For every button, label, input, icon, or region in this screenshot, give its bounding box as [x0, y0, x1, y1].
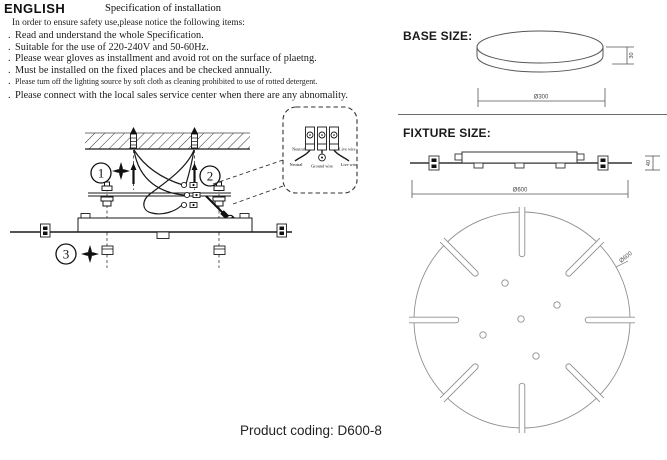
instruction-text: Read and understand the whole Specification.: [15, 30, 204, 41]
wire-label: Neutral: [292, 146, 305, 152]
wiring-callout: [283, 107, 357, 193]
instruction-text: Please connect with the local sales service center when there are any abnomality.: [15, 89, 348, 101]
svg-text:30: 30: [629, 52, 635, 59]
phillips-screw-icon: [112, 162, 130, 180]
slot: [585, 317, 635, 323]
page-title: Specification of installation: [105, 3, 222, 14]
instruction-item: [8, 30, 398, 42]
instruction-item: [8, 53, 398, 65]
language-heading: ENGLISH: [4, 1, 66, 16]
bullet: .: [8, 41, 11, 53]
wire-label: Live wire: [339, 146, 356, 152]
svg-text:40: 40: [646, 159, 652, 167]
wire-label: Ground wire: [311, 163, 333, 169]
dim-fixture-height: [645, 156, 660, 170]
wire-terminals: [181, 182, 200, 207]
svg-text:1: 1: [97, 165, 105, 181]
phillips-screw-icon: [81, 245, 99, 263]
safety-intro: In order to ensure safety use,please notice the following items:: [12, 18, 245, 28]
callout-leader: [213, 160, 283, 184]
step-1-badge: [91, 163, 111, 183]
dim-fixture-diameter: [412, 180, 628, 198]
svg-text:Ø600: Ø600: [512, 187, 528, 194]
bullet: .: [8, 76, 11, 88]
instruction-item: [8, 76, 398, 88]
callout-leader: [233, 186, 283, 204]
slot: [519, 207, 525, 257]
slot: [409, 317, 459, 323]
bullet: .: [8, 89, 11, 101]
svg-text:3: 3: [62, 246, 70, 262]
step-3-badge: [56, 244, 76, 264]
wire-label: Live wire: [340, 162, 358, 167]
fixture-base-plate: [10, 214, 292, 255]
base-ring-drawing: [477, 31, 603, 72]
safety-instructions: [8, 18, 398, 102]
base-size-heading: BASE SIZE:: [403, 29, 473, 43]
size-drawings: [395, 18, 667, 208]
bullet: .: [8, 53, 11, 65]
dim-base-height: [606, 47, 635, 64]
installation-diagram: [0, 100, 400, 315]
ceiling-hatch: [85, 133, 250, 149]
backplate-drawing: [400, 205, 667, 437]
slot: [519, 383, 525, 433]
svg-text:2: 2: [206, 168, 214, 184]
instruction-text: Must be installed on the fixed places and be checked annually.: [15, 64, 272, 76]
fixture-size-heading: FIXTURE SIZE:: [403, 126, 491, 140]
bullet: .: [8, 30, 11, 41]
instruction-text: Please turn off the lighting source by soft cloth as cleaning prohibited to use of rotted detergent.: [15, 77, 318, 87]
wire-label: Neutral: [289, 162, 303, 167]
instruction-text: Please wear gloves as installment and avoid rot on the surface of plaetng.: [15, 53, 317, 65]
instruction-item: [8, 65, 398, 77]
fixture-side-drawing: [410, 152, 632, 170]
bullet: .: [8, 64, 11, 76]
instruction-item: [8, 42, 398, 54]
product-coding: Product coding: D600-8: [240, 423, 382, 438]
instruction-text: Suitable for the use of 220-240V and 50-60Hz.: [15, 41, 209, 53]
backplate-diameter-label: Ø600: [618, 250, 634, 265]
dim-base-diameter: [478, 88, 605, 107]
svg-text:Ø300: Ø300: [533, 94, 549, 101]
step-2-badge: [200, 166, 220, 186]
